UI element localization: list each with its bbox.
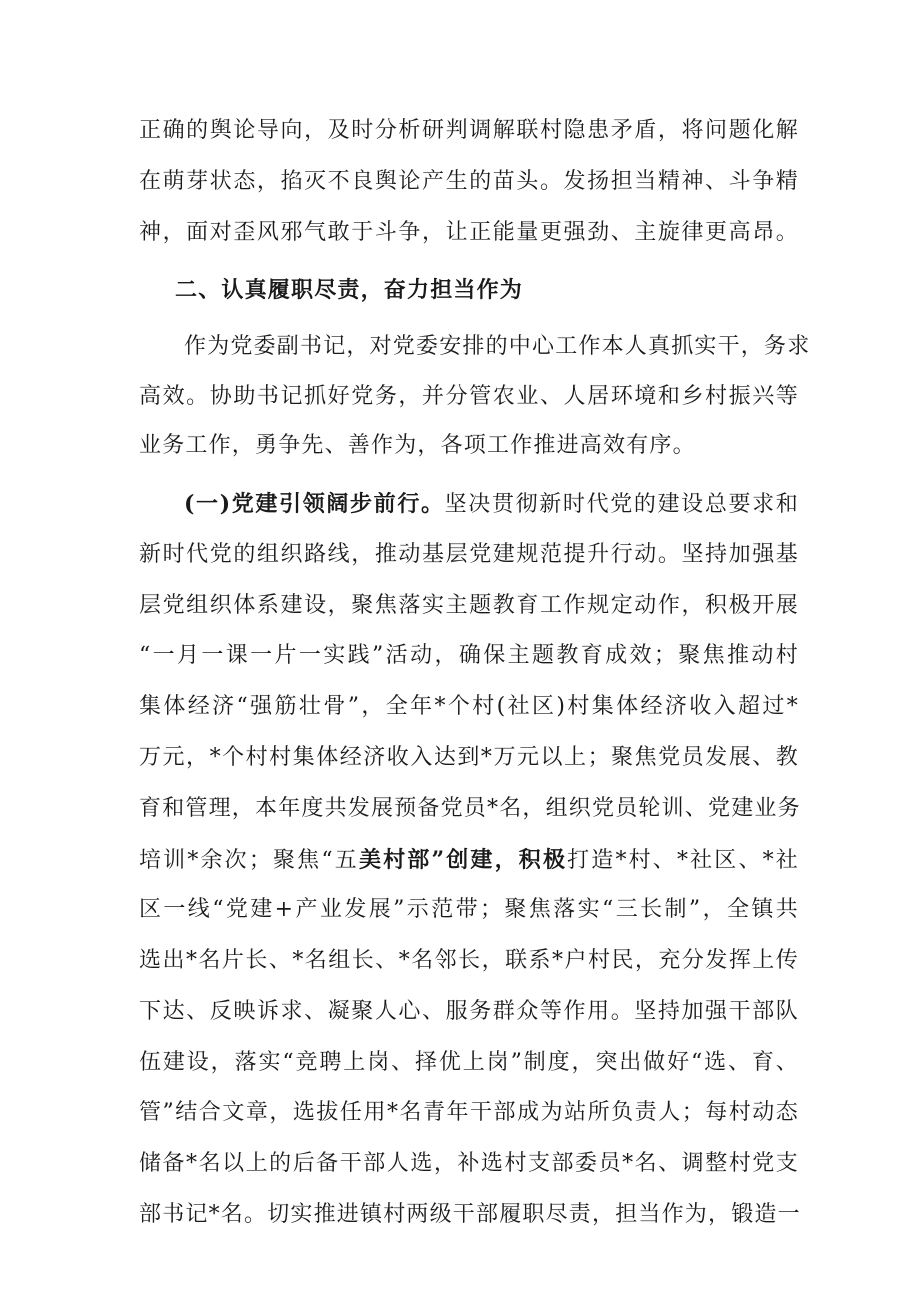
paragraph-3-subheading: (一)党建引领阔步前行。: [184, 491, 445, 517]
line-8-bold: 美村部”创建，积极: [358, 847, 568, 873]
paragraph-3-line-5: 集体经济“强筋壮骨”，全年*个村(社区)村集体经济收入超过*: [139, 694, 799, 719]
paragraph-3-line-12: 伍建设，落实“竞聘上岗、择优上岗”制度，突出做好“选、育、: [139, 1050, 799, 1075]
paragraph-3-line-11: 下达、反映诉求、凝聚人心、服务群众等作用。坚持加强干部队: [139, 999, 799, 1024]
paragraph-3-line-2: 新时代党的组织路线，推动基层党建规范提升行动。坚持加强基: [139, 542, 799, 567]
paragraph-2-line-3: 业务工作，勇争先、善作为，各项工作推进高效有序。: [139, 433, 696, 458]
paragraph-3-line-9: 区一线“党建+产业发展”示范带；聚焦落实“三长制”，全镇共: [139, 897, 799, 922]
section-heading: 二、认真履职尽责，奋力担当作为: [175, 277, 524, 303]
paragraph-3-line-13: 管”结合文章，选拔任用*名青年干部成为站所负责人；每村动态: [139, 1100, 799, 1125]
paragraph-3-line-10: 选出*名片长、*名组长、*名邻长，联系*户村民，充分发挥上传: [139, 948, 799, 973]
paragraph-3-line-14: 储备*名以上的后备干部人选，补选村支部委员*名、调整村党支: [139, 1151, 799, 1176]
paragraph-3-line-1: [184, 484, 799, 524]
paragraph-3-line-4: “一月一课一片一实践”活动，确保主题教育成效；聚焦推动村: [139, 643, 799, 668]
paragraph-3-first-line-rest: 坚决贯彻新时代党的建设总要求和: [444, 492, 799, 517]
paragraph-1-line-2: 在萌芽状态，掐灭不良舆论产生的苗头。发扬担当精神、斗争精: [139, 169, 799, 194]
paragraph-1-line-3: 神，面对歪风邪气敢于斗争，让正能量更强劲、主旋律更高昂。: [139, 220, 799, 245]
line-8-post: 打造*村、*社区、*社: [567, 848, 799, 873]
paragraph-3-line-15: 部书记*名。切实推进镇村两级干部履职尽责，担当作为，锻造一: [139, 1202, 801, 1227]
paragraph-3-line-3: 层党组织体系建设，聚焦落实主题教育工作规定动作，积极开展: [139, 593, 799, 618]
paragraph-2-line-2: 高效。协助书记抓好党务，并分管农业、人居环境和乡村振兴等: [139, 384, 799, 409]
paragraph-3-line-8: [139, 840, 799, 880]
line-8-pre: 培训*余次；聚焦“五: [139, 848, 359, 873]
paragraph-1-line-1: 正确的舆论导向，及时分析研判调解联村隐患矛盾，将问题化解: [139, 118, 799, 143]
paragraph-2-line-1: 作为党委副书记，对党委安排的中心工作本人真抓实干，务求: [184, 334, 811, 359]
paragraph-3-line-6: 万元，*个村村集体经济收入达到*万元以上；聚焦党员发展、教: [139, 745, 799, 770]
paragraph-3-line-7: 育和管理，本年度共发展预备党员*名，组织党员轮训、党建业务: [139, 796, 801, 821]
